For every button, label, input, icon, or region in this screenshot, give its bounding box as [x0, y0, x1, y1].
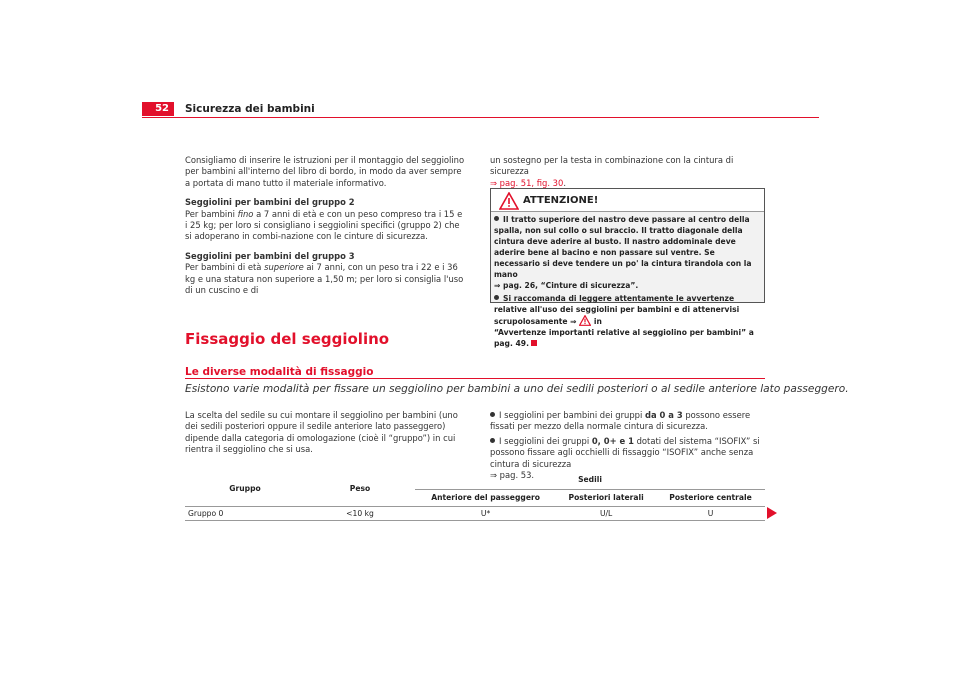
bullet-icon: [494, 216, 499, 221]
cell-front: U*: [415, 506, 556, 520]
group2-paragraph: Per bambini fino a 7 anni di età e con un peso compreso tra i 15 e i 25 kg; per loro si consigliano i seggiolini specifici (gruppo 2) che si adoperano in combi-nazione con le cinture di sicurezza.: [185, 208, 463, 242]
cell-rear-center: U: [656, 506, 765, 520]
warning-box: [490, 188, 765, 348]
subsection-rule: [185, 378, 765, 379]
running-head: Sicurezza dei bambini: [185, 103, 315, 115]
subsection-title: Le diverse modalità di fissaggio: [185, 366, 374, 378]
bullet-item: I seggiolini dei gruppi 0, 0+ e 1 dotati del sistema “ISOFIX” si possono fissare agli occhielli di fissaggio “ISOFIX” anche senza cintura di sicurezza ⇒ pag. 53.: [490, 435, 760, 481]
warning-item: Si raccomanda di leggere attentamente le avvertenze relative all'uso dei seggiolini per bambini e di attenervisi scrupolosamente ⇒ in “Avvertenze importanti relative al seggiolino per bambini” a pag. 49.: [494, 294, 754, 348]
lead-paragraph: Esistono varie modalità per fissare un seggiolino per bambini a uno dei sedili posteriori o al sedile anteriore lato passeggero.: [185, 383, 849, 395]
bullet-item: I seggiolini per bambini dei gruppi da 0 a 3 possono essere fissati per mezzo della normale cintura di sicurezza.: [490, 410, 751, 432]
body-paragraph: La scelta del sedile su cui montare il seggiolino per bambini (uno dei sedili posteriori oppure il sedile anteriore lato passeggero) dipende dalla categoria di omologazione (cioè il “gruppo”) in cui rientra il seggiolino che si usa.: [185, 410, 458, 455]
intro-paragraph: Consigliamo di inserire le istruzioni per il montaggio del seggiolino per bambini all'interno del libro di bordo, in modo da aver sempre a portata di mano tutto il materiale informativo.: [185, 155, 465, 188]
warning-triangle-icon: [579, 315, 591, 326]
group3-paragraph: Per bambini di età superiore ai 7 anni, con un peso tra i 22 e i 36 kg e una statura non superiore a 1,50 m; per loro si consiglia l'uso di un cuscino e di: [185, 262, 464, 296]
header-rule: [142, 117, 819, 118]
warning-item2-ref[interactable]: “Avvertenze importanti relative al seggiolino per bambini” a pag. 49.: [494, 328, 754, 348]
group3-heading: Seggiolini per bambini del gruppo 3: [185, 250, 355, 261]
warning-item: Il tratto superiore del nastro deve passare al centro della spalla, non sul collo o sul braccio. Il tratto diagonale della cintura deve aderire al busto. Il nastro addominale deve aderire bene al bacino e non passare sul ventre. Se necessario si deve tendere un po' la cintura tirandola con la mano ⇒ pag. 26, “Cinture di sicurezza”.: [494, 215, 752, 290]
group2-heading: Seggiolini per bambini del gruppo 2: [185, 197, 355, 208]
end-of-section-icon: [531, 340, 537, 346]
bullet2-ref[interactable]: ⇒ pag. 53.: [490, 470, 535, 481]
bullet-icon: [490, 412, 495, 417]
warning-body: [494, 214, 762, 351]
continuation-paragraph: un sostegno per la testa in combinazione con la cintura di sicurezza ⇒ pag. 51, fig. 30.: [490, 155, 734, 188]
cross-reference-link[interactable]: ⇒ pag. 51, fig. 30: [490, 177, 564, 188]
warning-triangle-icon: [499, 192, 519, 210]
cell-weight: <10 kg: [305, 506, 415, 520]
left-column: [185, 155, 465, 304]
section-title: Fissaggio del seggiolino: [185, 330, 390, 348]
page-number: 52: [142, 102, 174, 116]
seat-group-table: [185, 471, 765, 521]
cell-rear-side: U/L: [556, 506, 656, 520]
table-row: [185, 506, 765, 520]
col-header-front: Anteriore del passeggero: [415, 489, 556, 506]
col-header-rear-center: Posteriore centrale: [656, 489, 765, 506]
warning-title: ATTENZIONE!: [523, 195, 599, 206]
bullet-icon: [494, 295, 499, 300]
warning-item1-ref[interactable]: ⇒ pag. 26, “Cinture di sicurezza”.: [494, 281, 639, 290]
bullet-icon: [490, 438, 495, 443]
col-header-seats: Sedili: [415, 471, 765, 489]
continue-arrow-icon[interactable]: [767, 507, 777, 519]
col-header-weight: Peso: [305, 471, 415, 506]
warning-header: [491, 189, 764, 212]
cell-group: Gruppo 0: [185, 506, 305, 520]
body-left-column: [185, 410, 465, 464]
col-header-group: Gruppo: [185, 471, 305, 506]
col-header-rear-side: Posteriori laterali: [556, 489, 656, 506]
